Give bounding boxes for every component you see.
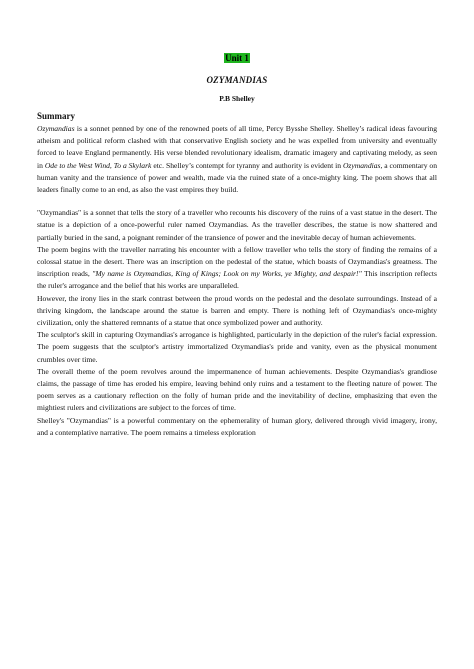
poem-author: P.B Shelley <box>219 94 255 103</box>
summary-paragraph-5: The sculptor's skill in capturing Ozymandias's arrogance is highlighted, particularly in the depiction of the ruler's facial expression. The poem suggests that the sculptor's artistry immortalized Ozymandias's pride and vanity, even as the physical monument crumbles over time. <box>37 330 437 364</box>
italic-titles-odes: Ode to the West Wind, To a Skylark <box>44 160 152 170</box>
italic-title-ozymandias: Ozymandias <box>37 124 75 133</box>
unit-label-highlight: Unit 1 <box>225 53 249 63</box>
summary-paragraph-7: Shelley's "Ozymandias" is a powerful commentary on the ephemerality of human glory, delivered through vivid imagery, irony, and a contemplative narrative. The poem remains a timeless exploration <box>37 415 437 437</box>
paragraph-text: This inscription reflects the ruler's arrogance and the belief that his works are unparalleled. <box>37 269 437 291</box>
unit-label <box>37 52 437 64</box>
summary-paragraph-6: The overall theme of the poem revolves around the impermanence of human achievements. Despite Ozymandias's grandiose claims, the passage of time has eroded his empire, leaving behind only ruins and a testament to the fleeting nature of power. The poem serves as a cautionary reflection on the folly of human pride and the inevitability of decline, emphasizing that even the mightiest rulers and civilizations are subject to the forces of time. <box>37 366 437 413</box>
poem-title: OZYMANDIAS <box>206 75 268 85</box>
italic-title-ozymandias-2: Ozymandias <box>342 160 381 170</box>
paragraph-text: is a sonnet penned by one of the renowned poets of all time, Percy Bysshe Shelley. Shelley’s radical ideas favouring atheism and political reform clashed with that conservative English society and he was expelled from university and eventually forced to leave England permanently. His verse blended revolutionary idealism, dramatic imagery and captivating melody, as seen in <box>37 124 437 170</box>
summary-paragraph-3 <box>37 244 437 293</box>
paragraph-text: The poem begins with the traveller narrating his encounter with a fellow traveller who tells the story of finding the remains of a colossal statue in the desert. There was an inscription on the pedestal of the statue, which boasts of Ozymandias's greatness. The inscription reads, <box>37 244 437 279</box>
italic-inscription-quote: "My name is Ozymandias, King of Kings; Look on my Works, ye Mighty, and despair!" <box>92 269 362 279</box>
paragraph-text: , a commentary on human vanity and the transience of power and wealth, made via the ruined state of a once-mighty king. The poem shows that all leaders finally come to an end, as also the vast empires they build. <box>37 160 438 195</box>
summary-paragraph-4: However, the irony lies in the stark contrast between the proud words on the pedestal and the desolate surroundings. Instead of a thriving kingdom, the landscape around the statue is barren and empty. There is nothing left of Ozymandias's once-mighty civilization, only the shattered remnants of a statue that once symbolized power and authority. <box>37 293 437 328</box>
summary-paragraph-1 <box>37 123 437 196</box>
summary-heading: Summary <box>37 111 75 121</box>
paragraph-text: etc. Shelley’s contempt for tyranny and authority is evident in <box>151 160 343 170</box>
summary-paragraph-2: "Ozymandias" is a sonnet that tells the story of a traveller who recounts his discovery of the ruins of a vast statue in the desert. The statue is a depiction of a once-powerful ruler named Ozymandias. As the traveller describes, the statue is now shattered and partially buried in the sand, a poignant reminder of the transience of power and the inevitable decay of human achievements. <box>37 208 437 242</box>
